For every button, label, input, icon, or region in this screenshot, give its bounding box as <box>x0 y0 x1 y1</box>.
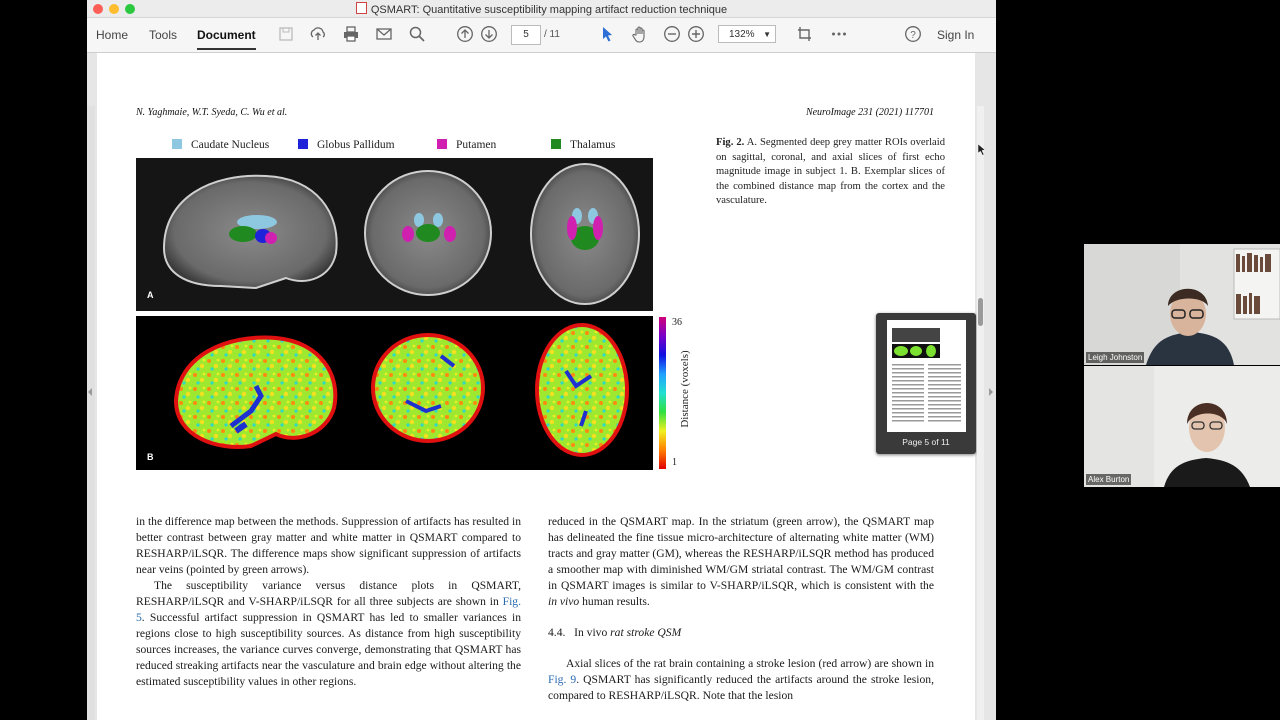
paragraph: in the difference map between the methods. Suppression of artifacts has resulted in better contrast between gray matter and white matter in QSMART compared to RESHARP/iLSQR. The difference maps show significant suppression of artifacts near veins (pointed by green arrows). <box>136 515 521 576</box>
left-panel-edge[interactable] <box>87 106 95 720</box>
save-icon[interactable] <box>277 25 295 43</box>
legend-swatch <box>298 139 308 149</box>
mail-icon[interactable] <box>375 25 393 43</box>
heading-number: 4.4. <box>548 626 566 639</box>
help-icon[interactable] <box>904 25 922 43</box>
participant-name: Leigh Johnston <box>1088 353 1143 362</box>
legend-swatch <box>172 139 182 149</box>
colorbar-max: 36 <box>672 317 682 328</box>
more-icon[interactable] <box>830 25 848 43</box>
figure-b-distance-map <box>136 316 653 470</box>
page-thumbnail <box>887 320 966 432</box>
distance-map-image <box>136 316 653 470</box>
paragraph <box>548 656 934 704</box>
text-run: reduced in the QSMART map. In the striatum (green arrow), the QSMART map has delineated the fine tissue micro-architecture of alternating white matter (WM) tracts and gray matter (GM), whereas the RESHARP/iLSQR method has produced a smoother map with diminished WM/GM striatal contrast. The WM/GM contrast in QSMART images is similar to V-SHARP/iLSQR, which is consistent with the <box>548 515 934 592</box>
legend-label: Caudate Nucleus <box>191 139 270 151</box>
legend-item <box>551 139 615 151</box>
colorbar-title: Distance (voxels) <box>679 350 691 428</box>
zoom-out-icon[interactable] <box>663 25 681 43</box>
text-run: . Successful artifact suppression in QSMART has led to smaller variances in regions close to high susceptibility sources. As distance from high susceptibility sources increases, the variance curves converge, demonstrating that QSMART has reduced streaking artifacts near the vasculature and brain edge without altering the estimated susceptibility values in other regions. <box>136 611 521 688</box>
window-title-text: QSMART: Quantitative susceptibility mapping artifact reduction technique <box>370 4 728 16</box>
text-run: in vivo <box>548 595 580 608</box>
running-head-journal: NeuroImage 231 (2021) 117701 <box>805 107 934 118</box>
tab-document[interactable]: Document <box>197 28 256 42</box>
mouse-cursor-icon <box>978 144 986 156</box>
toolbar <box>87 18 996 53</box>
legend-label: Globus Pallidum <box>317 139 395 151</box>
participant-video-feed <box>1084 366 1280 487</box>
text-run: . QSMART has significantly reduced the artifacts around the stroke lesion, compared to RESHARP/iLSQR. Note that the lesion <box>548 673 934 702</box>
scrollbar-thumb[interactable] <box>978 298 983 326</box>
page-total: / 11 <box>544 29 560 40</box>
vertical-scrollbar[interactable] <box>977 106 984 720</box>
page-number-input[interactable]: 5 <box>511 25 541 45</box>
figure-b-label: B <box>147 452 154 462</box>
caption-fig-number: Fig. 2. <box>716 137 745 148</box>
page-up-icon[interactable] <box>456 25 474 43</box>
figure-caption <box>716 136 945 209</box>
legend-item <box>298 139 395 151</box>
mri-slices-image <box>136 158 653 311</box>
text-run: The susceptibility variance versus distance plots in QSMART, RESHARP/iLSQR and V-SHARP/iLSQR for all three subjects are shown in <box>136 579 521 608</box>
running-head-authors: N. Yaghmaie, W.T. Syeda, C. Wu et al. <box>136 107 288 118</box>
collapse-left-icon[interactable] <box>88 388 93 396</box>
zoom-value: 132% <box>729 29 755 40</box>
sign-in-button[interactable]: Sign In <box>937 28 975 42</box>
title-bar <box>87 0 996 18</box>
pointer-icon[interactable] <box>598 25 616 43</box>
hand-icon[interactable] <box>631 25 649 43</box>
tab-home[interactable]: Home <box>96 28 129 42</box>
legend-item <box>172 139 269 151</box>
document-area <box>87 53 996 720</box>
participant-video[interactable] <box>1084 366 1280 487</box>
paragraph <box>136 578 521 690</box>
pdf-page <box>97 53 975 720</box>
pdf-viewer-window <box>87 0 996 720</box>
caption-text: A. Segmented deep grey matter ROIs overlaid on sagittal, coronal, and axial slices of first echo magnitude image in subject 1. B. Exemplar slices of the combined distance map from the cortex and the vasculature. <box>716 137 945 207</box>
zoom-in-icon[interactable] <box>687 25 705 43</box>
page-down-icon[interactable] <box>480 25 498 43</box>
participant-video[interactable] <box>1084 244 1280 365</box>
collapse-right-icon[interactable] <box>988 388 993 396</box>
figure-a-segmented-mri <box>136 158 653 311</box>
tab-tools[interactable]: Tools <box>149 28 178 42</box>
heading-text: In vivo <box>574 626 608 639</box>
window-title <box>87 2 996 16</box>
page-thumbnail-popup[interactable] <box>876 313 976 454</box>
legend-label: Putamen <box>456 139 497 151</box>
print-icon[interactable] <box>342 25 360 43</box>
section-heading <box>548 625 934 641</box>
figure-a-label: A <box>147 290 154 300</box>
right-column <box>548 514 934 704</box>
paragraph <box>548 514 934 610</box>
pdf-file-icon <box>356 2 367 14</box>
left-column <box>136 514 521 690</box>
thumbnail-label: Page 5 of 11 <box>902 437 950 447</box>
text-run: Axial slices of the rat brain containing a stroke lesion (red arrow) are shown in <box>566 657 934 670</box>
participant-video-feed <box>1084 244 1280 365</box>
figure-link[interactable]: Fig. 9 <box>548 673 577 686</box>
chevron-down-icon: ▼ <box>763 30 771 39</box>
thumbnail-image <box>887 320 966 432</box>
legend-swatch <box>551 139 561 149</box>
colorbar-min: 1 <box>672 457 677 468</box>
heading-text: rat stroke QSM <box>607 626 682 639</box>
legend-label: Thalamus <box>570 139 616 151</box>
upload-icon[interactable] <box>309 25 327 43</box>
legend-item <box>437 139 496 151</box>
text-run: human results. <box>579 595 650 608</box>
zoom-select[interactable] <box>718 25 776 43</box>
search-icon[interactable] <box>408 25 426 43</box>
crop-icon[interactable] <box>796 25 814 43</box>
legend-swatch <box>437 139 447 149</box>
colorbar <box>659 317 666 469</box>
figure-link[interactable]: Fig. 5 <box>136 595 521 624</box>
svg-text:?: ? <box>910 30 916 41</box>
participant-name: Alex Burton <box>1088 475 1130 484</box>
